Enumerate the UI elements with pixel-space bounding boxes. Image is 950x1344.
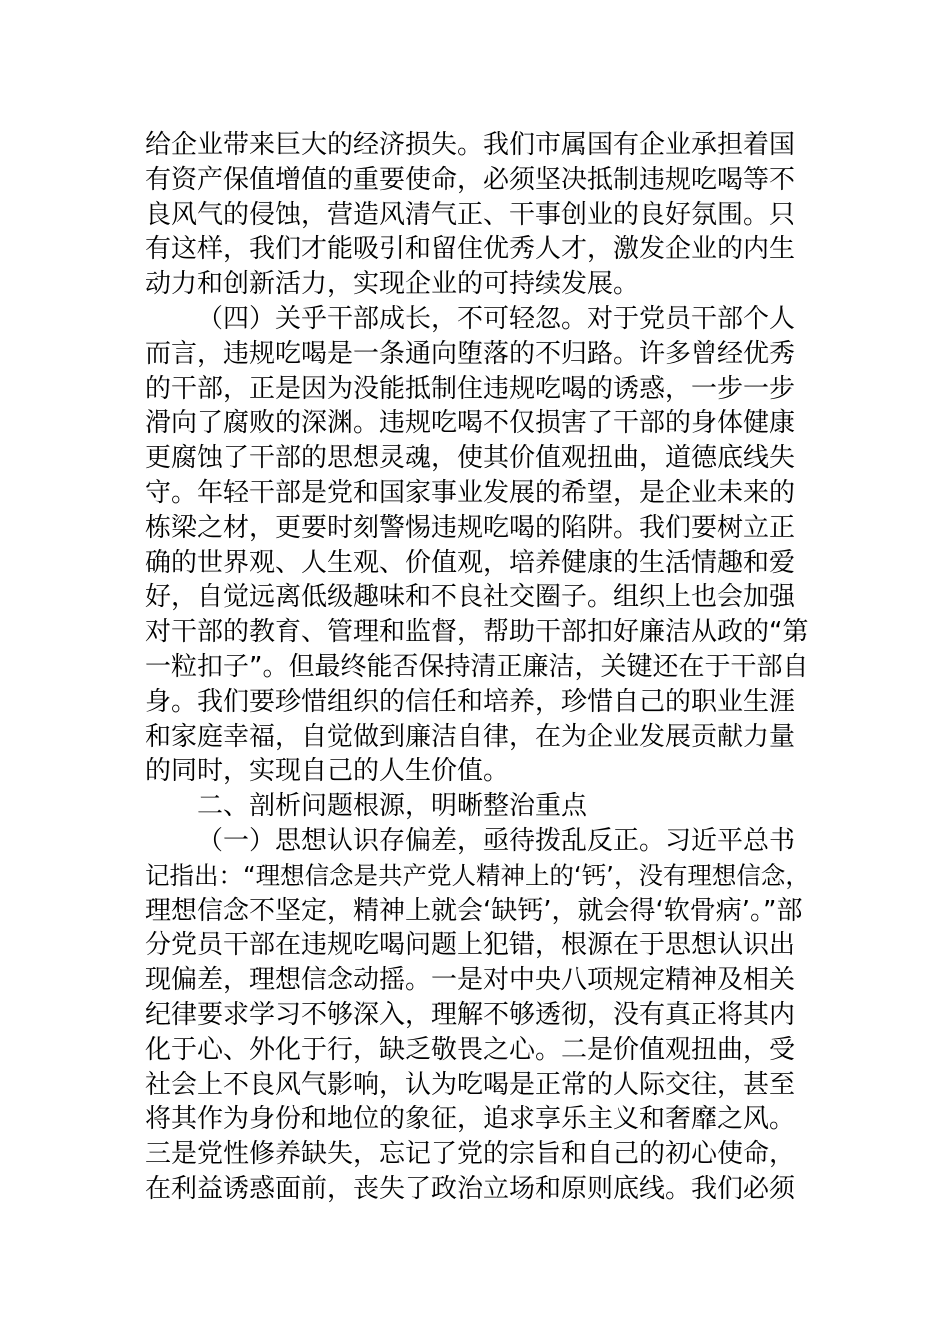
text-line: 有资产保值增值的重要使命，必须坚决抵制违规吃喝等不 bbox=[145, 164, 796, 195]
text-line: 二、剖析问题根源，明晰整治重点 bbox=[197, 791, 588, 822]
text-line: 现偏差，理想信念动摇。一是对中央八项规定精神及相关 bbox=[145, 965, 796, 996]
text-line: 栋梁之材，更要时刻警惕违规吃喝的陷阱。我们要树立正 bbox=[145, 512, 796, 543]
text-line: 社会上不良风气影响，认为吃喝是正常的人际交往，甚至 bbox=[145, 1069, 796, 1100]
text-line: 的干部，正是因为没能抵制住违规吃喝的诱惑，一步一步 bbox=[145, 373, 796, 404]
text-line: 确的世界观、人生观、价值观，培养健康的生活情趣和爱 bbox=[145, 547, 796, 578]
text-line: 三是党性修养缺失，忘记了党的宗旨和自己的初心使命， bbox=[145, 1139, 796, 1170]
text-line: 有这样，我们才能吸引和留住优秀人才，激发企业的内生 bbox=[145, 234, 796, 265]
document-body bbox=[145, 128, 810, 1207]
text-line: 身。我们要珍惜组织的信任和培养，珍惜自己的职业生涯 bbox=[145, 686, 796, 717]
text-line: 纪律要求学习不够深入，理解不够透彻，没有真正将其内 bbox=[145, 999, 796, 1030]
text-line: 在利益诱惑面前，丧失了政治立场和原则底线。我们必须 bbox=[145, 1173, 796, 1204]
text-line: 对干部的教育、管理和监督，帮助干部扣好廉洁从政的“第 bbox=[145, 617, 809, 648]
text-line: 的同时，实现自己的人生价值。 bbox=[145, 756, 510, 787]
text-line: 守。年轻干部是党和国家事业发展的希望，是企业未来的 bbox=[145, 477, 796, 508]
text-line: 一粒扣子”。但最终能否保持清正廉洁，关键还在于干部自 bbox=[145, 651, 809, 682]
text-line: 和家庭幸福，自觉做到廉洁自律，在为企业发展贡献力量 bbox=[145, 721, 796, 752]
text-line: 滑向了腐败的深渊。违规吃喝不仅损害了干部的身体健康 bbox=[145, 408, 796, 439]
text-line: 更腐蚀了干部的思想灵魂，使其价值观扭曲，道德底线失 bbox=[145, 443, 796, 474]
text-line: （四）关乎干部成长，不可轻忽。对于党员干部个人 bbox=[197, 303, 796, 334]
text-line: 而言，违规吃喝是一条通向堕落的不归路。许多曾经优秀 bbox=[145, 338, 796, 369]
text-line: 将其作为身份和地位的象征，追求享乐主义和奢靡之风。 bbox=[145, 1104, 796, 1135]
text-line: 好，自觉远离低级趣味和不良社交圈子。组织上也会加强 bbox=[145, 582, 796, 613]
text-line: 记指出：“理想信念是共产党人精神上的‘钙’，没有理想信念， bbox=[145, 860, 810, 890]
text-line: 动力和创新活力，实现企业的可持续发展。 bbox=[145, 269, 640, 300]
text-line: 理想信念不坚定，精神上就会‘缺钙’，就会得‘软骨病’。”部 bbox=[145, 895, 803, 926]
text-line: 分党员干部在违规吃喝问题上犯错，根源在于思想认识出 bbox=[145, 930, 796, 961]
text-line: 化于心、外化于行，缺乏敬畏之心。二是价值观扭曲，受 bbox=[145, 1034, 796, 1065]
text-line: 给企业带来巨大的经济损失。我们市属国有企业承担着国 bbox=[145, 130, 796, 160]
text-line: 良风气的侵蚀，营造风清气正、干事创业的良好氛围。只 bbox=[145, 199, 796, 230]
text-line: （一）思想认识存偏差，亟待拨乱反正。习近平总书 bbox=[197, 825, 796, 856]
